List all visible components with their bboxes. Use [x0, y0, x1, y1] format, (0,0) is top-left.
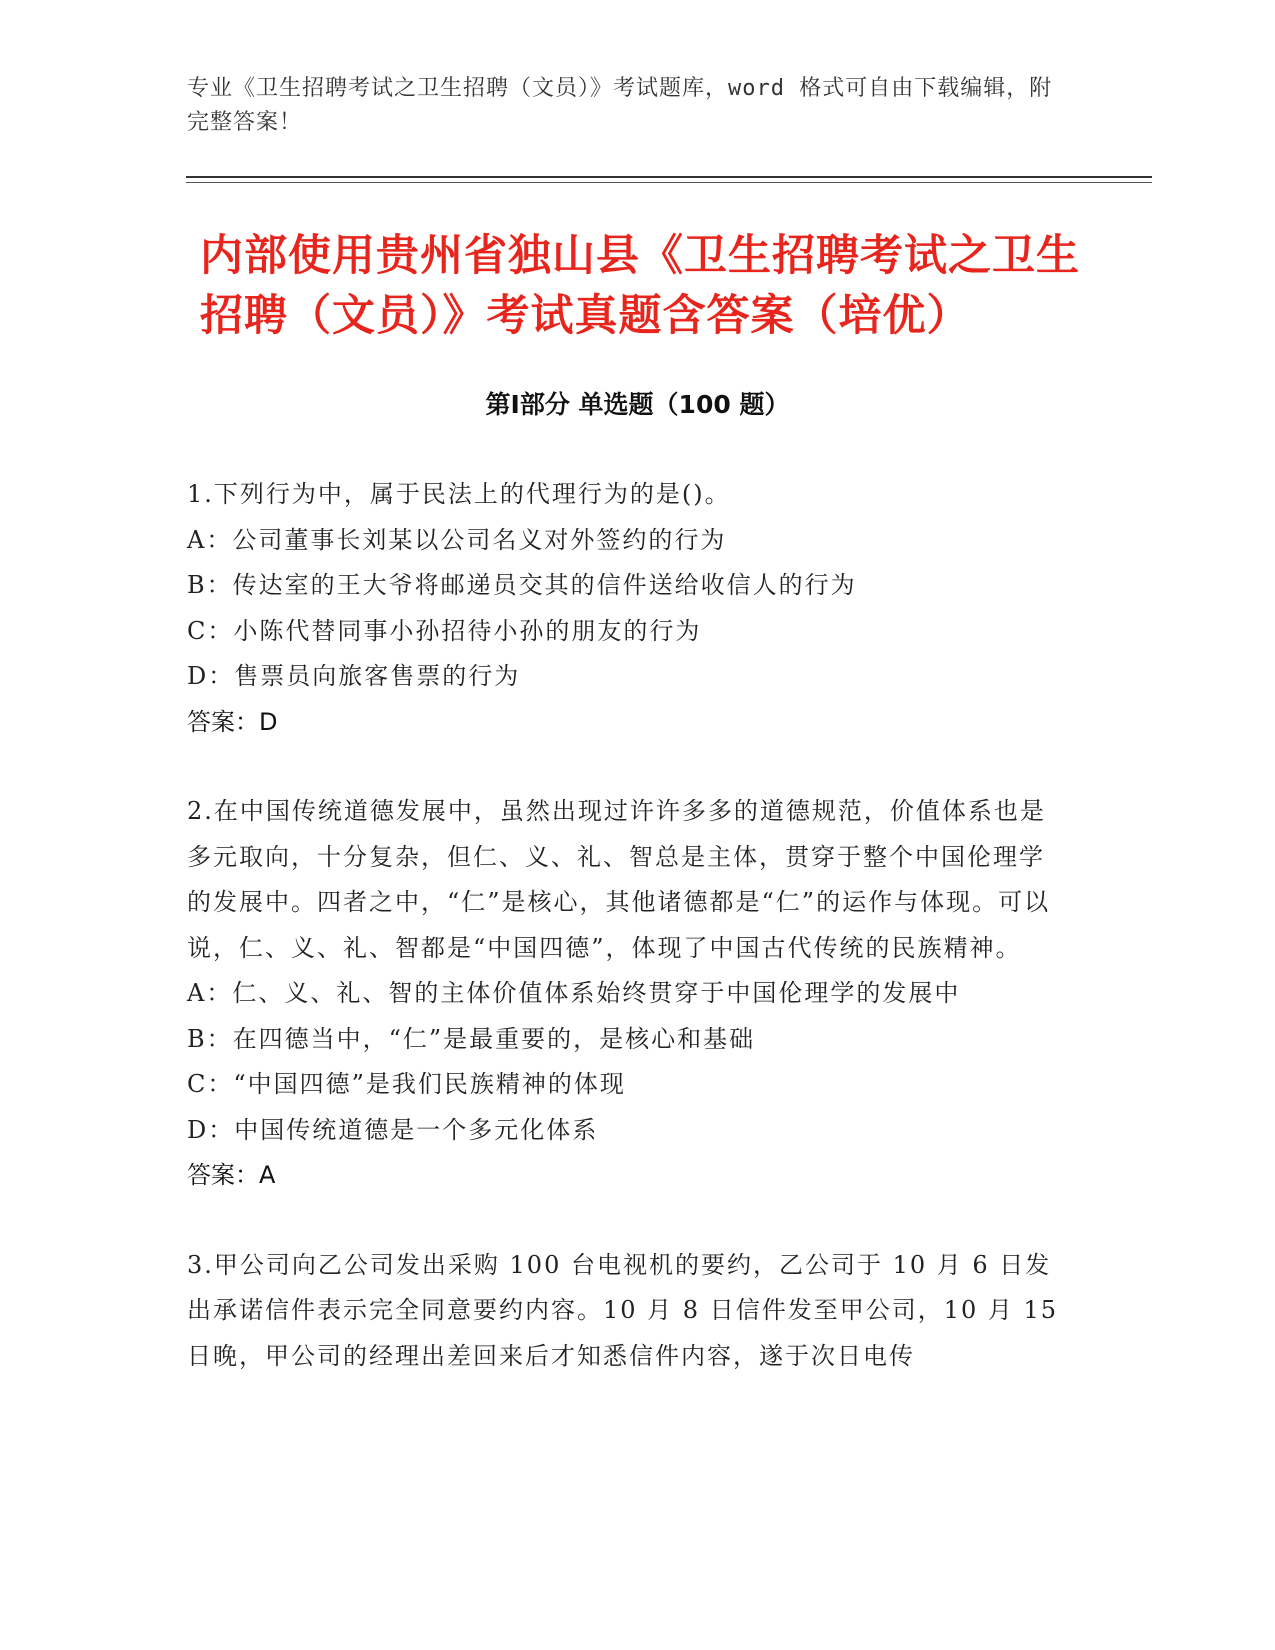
- option-a: A：仁、义、礼、智的主体价值体系始终贯穿于中国伦理学的发展中: [187, 979, 961, 1007]
- question-2: [187, 789, 1067, 1199]
- question-stem: 2.在中国传统道德发展中，虽然出现过许许多多的道德规范，价值体系也是多元取向，十分复杂，但仁、义、礼、智总是主体，贯穿于整个中国伦理学的发展中。四者之中，“仁”是核心，其他诸德都是“仁”的运作与体现。可以说，仁、义、礼、智都是“中国四德”，体现了中国古代传统的民族精神。: [187, 797, 1051, 962]
- question-stem: 3.甲公司向乙公司发出采购 100 台电视机的要约，乙公司于 10 月 6 日发出承诺信件表示完全同意要约内容。10 月 8 日信件发至甲公司，10 月 15 日晚，甲公司的经理出差回来后才知悉信件内容，遂于次日电传: [187, 1250, 1059, 1370]
- section-heading: 第Ⅰ部分 单选题（100 题）: [485, 390, 790, 419]
- question-list: [187, 472, 1067, 1423]
- header-note: 专业《卫生招聘考试之卫生招聘（文员）》考试题库，word 格式可自由下载编辑，附完整答案！: [187, 76, 1053, 135]
- question-stem: 1.下列行为中，属于民法上的代理行为的是()。: [187, 480, 731, 508]
- question-3: [187, 1243, 1067, 1380]
- answer: 答案：D: [187, 707, 278, 736]
- answer: 答案：A: [187, 1161, 276, 1189]
- option-a: A：公司董事长刘某以公司名义对外签约的行为: [187, 525, 727, 554]
- option-c: C：“中国四德”是我们民族精神的体现: [187, 1070, 626, 1098]
- option-b: B：在四德当中，“仁”是最重要的，是核心和基础: [187, 1024, 756, 1053]
- document-title: 内部使用贵州省独山县《卫生招聘考试之卫生招聘（文员）》考试真题含答案（培优）: [200, 231, 1080, 341]
- header-rule-thick: [186, 176, 1152, 178]
- option-c: C：小陈代替同事小孙招待小孙的朋友的行为: [187, 616, 702, 645]
- header-rule-thin: [186, 182, 1152, 183]
- option-d: D：售票员向旅客售票的行为: [187, 662, 521, 690]
- option-d: D：中国传统道德是一个多元化体系: [187, 1115, 599, 1144]
- question-1: [187, 472, 1067, 745]
- option-b: B：传达室的王大爷将邮递员交其的信件送给收信人的行为: [187, 571, 857, 599]
